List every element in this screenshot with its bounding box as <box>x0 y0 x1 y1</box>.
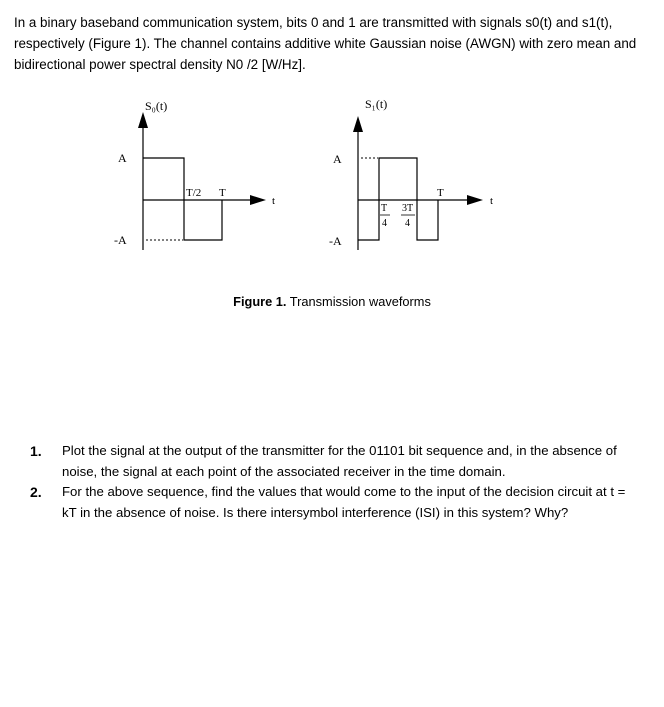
s0-tick-T: T <box>219 187 226 199</box>
s0-x-arrow-icon <box>250 195 266 205</box>
s1-amp-pos: A <box>333 152 342 166</box>
s1-frac2-den: 4 <box>405 218 410 229</box>
question-text: Plot the signal at the output of the transmitter for the 01101 bit sequence and, in the absence of noise, the signal at each point of the associated receiver in the time domain. <box>62 443 617 479</box>
intro-paragraph: In a binary baseband communication system, bits 0 and 1 are transmitted with signals s0(t) and s1(t), respectively (Figure 1). The channel contains additive white Gaussian noise (AWGN) with zero mean and bidirectional power spectral density N0 /2 [W/Hz]. <box>14 15 637 72</box>
s1-y-arrow-icon <box>353 116 363 132</box>
figure-caption <box>0 294 664 309</box>
s0-waveform <box>143 158 222 240</box>
figure-caption-label: Figure 1. <box>233 294 287 309</box>
s1-waveform <box>358 158 438 240</box>
s1-frac1-den: 4 <box>382 218 387 229</box>
question-text: For the above sequence, find the values that would come to the input of the decision circuit at t = kT in the absence of noise. Is there intersymbol interference (ISI) in this system? Why? <box>62 484 626 520</box>
s1-x-arrow-icon <box>467 195 483 205</box>
s0-amp-pos: A <box>118 151 127 165</box>
figure-1 <box>0 0 664 300</box>
s1-title: S₁(t) <box>365 97 388 111</box>
s1-plot <box>329 97 493 250</box>
s1-frac2-num: 3T <box>402 203 414 214</box>
figure-caption-text: Transmission waveforms <box>286 294 431 309</box>
question-list <box>30 441 640 523</box>
s0-amp-neg: -A <box>114 233 127 247</box>
s0-tick-half: T/2 <box>186 187 202 199</box>
question-item <box>30 482 640 523</box>
s1-amp-neg: -A <box>329 234 342 248</box>
s1-tick-T: T <box>437 187 444 199</box>
s1-axis-t: t <box>490 195 494 207</box>
question-number: 2. <box>30 484 42 500</box>
question-item <box>30 441 640 482</box>
s0-axis-t: t <box>272 195 276 207</box>
question-number: 1. <box>30 443 42 459</box>
s0-plot <box>114 99 275 250</box>
s0-title: S₀(t) <box>145 99 168 113</box>
s1-frac1-num: T <box>381 203 388 214</box>
s0-y-arrow-icon <box>138 112 148 128</box>
